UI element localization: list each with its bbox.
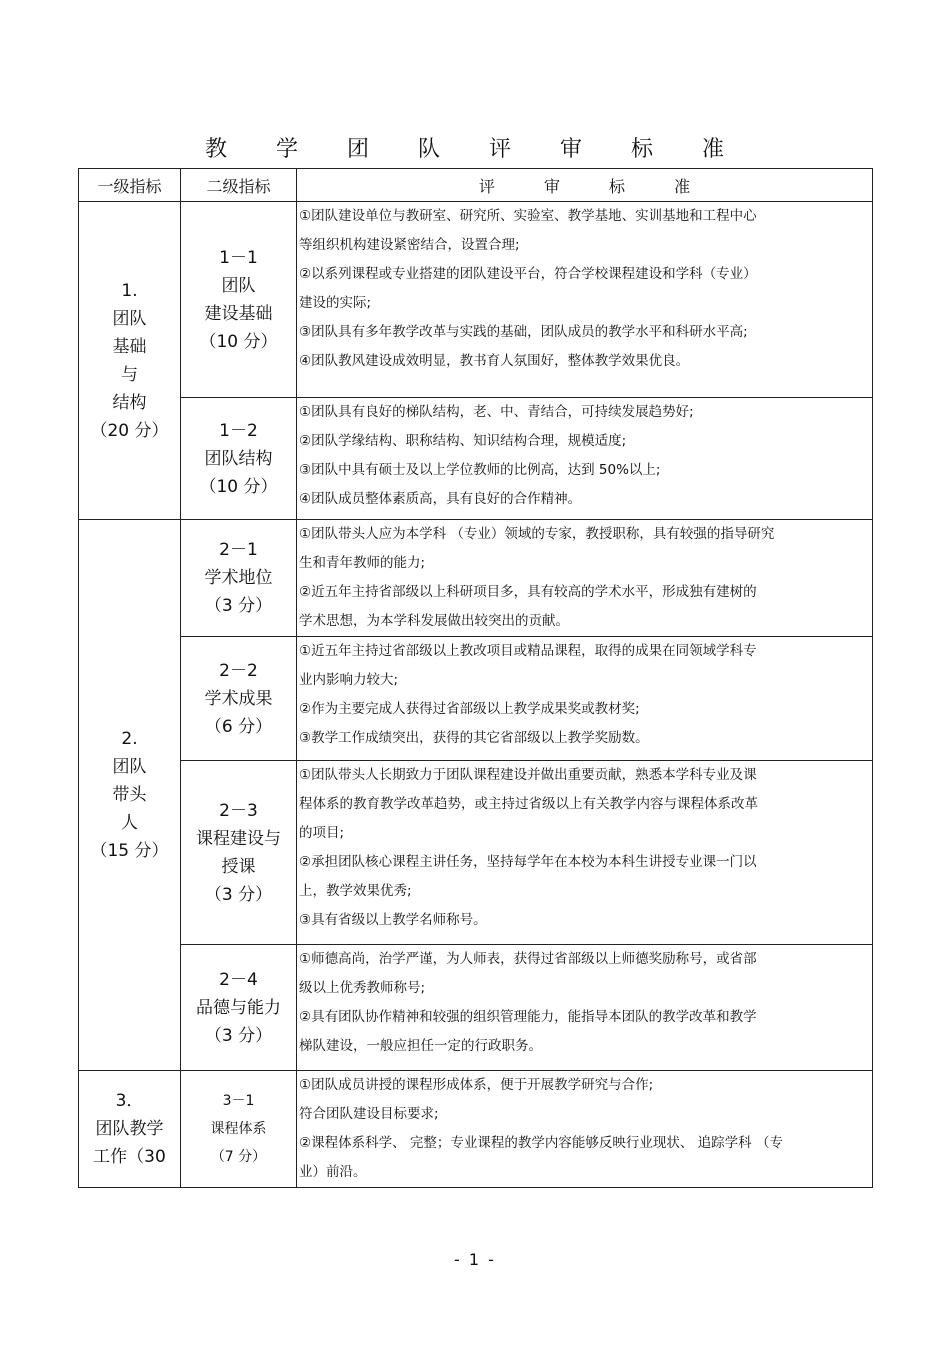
level1-line: 1.: [121, 280, 138, 301]
level2-line: 1－2: [219, 420, 258, 441]
criteria-line: ①团队建设单位与教研室、研究所、实验室、教学基地、实训基地和工程中心: [299, 208, 757, 224]
criteria-line: ②具有团队协作精神和较强的组织管理能力，能指导本团队的教学改革和教学: [299, 1009, 757, 1025]
level2-line: 学术成果: [204, 688, 273, 709]
level2-line: 2－2: [219, 660, 258, 681]
level2-line: （6 分）: [204, 716, 273, 737]
criteria-line: ①近五年主持过省部级以上教改项目或精品课程，取得的成果在同领域学科专: [299, 643, 757, 659]
evaluation-table: [78, 168, 873, 1188]
table-row: [79, 398, 873, 520]
level2-line: 品德与能力: [196, 997, 281, 1018]
criteria-line: 梯队建设，一般应担任一定的行政职务。: [299, 1038, 542, 1054]
table-row: [79, 637, 873, 761]
header-level2: 二级指标: [181, 169, 297, 202]
criteria-line: ②近五年主持省部级以上科研项目多，具有较高的学术水平，形成独有建树的: [299, 584, 757, 600]
level2-line: 课程建设与: [196, 828, 281, 849]
level1-line: 3．: [115, 1091, 144, 1111]
criteria-line: 级以上优秀教师称号;: [299, 980, 426, 996]
level2-line: 2－1: [219, 540, 258, 560]
level1-indicator: [79, 1071, 181, 1188]
level2-line: 2－3: [219, 800, 258, 821]
level2-indicator: [181, 398, 297, 520]
criteria-line: ②作为主要完成人获得过省部级以上教学成果奖或教材奖;: [299, 701, 640, 717]
criteria-line: ②课程体系科学、 完整；专业课程的教学内容能够反映行业现状、 追踪学科 （专: [299, 1135, 783, 1151]
level1-line: 人: [121, 813, 138, 833]
level1-line: 带头: [112, 785, 147, 805]
level2-line: （3 分）: [204, 884, 273, 905]
criteria-line: ②以系列课程或专业搭建的团队建设平台，符合学校课程建设和学科（专业）: [299, 266, 757, 282]
level2-indicator: [181, 945, 297, 1071]
level1-line: 基础: [112, 336, 147, 357]
level2-indicator: [181, 202, 297, 398]
level2-line: （7 分）: [210, 1149, 267, 1165]
criteria-cell: [297, 202, 873, 398]
criteria-line: ①团队带头人应为本学科 （专业）领域的专家，教授职称，具有较强的指导研究: [299, 526, 775, 542]
level1-line: 结构: [112, 392, 147, 413]
level1-line: 2.: [121, 729, 138, 749]
table-row: [79, 761, 873, 945]
level2-line: （10 分）: [199, 476, 278, 497]
header-criteria: 评 审 标 准: [297, 169, 873, 202]
level2-line: 授课: [221, 856, 256, 877]
table-row: [79, 945, 873, 1071]
level1-indicator: [79, 520, 181, 1071]
criteria-line: ③具有省级以上教学名师称号。: [299, 912, 487, 928]
level2-line: 2－4: [219, 969, 258, 990]
level2-indicator: [181, 1071, 297, 1188]
table-row: [79, 1071, 873, 1188]
criteria-line: ③教学工作成绩突出，获得的其它省部级以上教学奖励数。: [299, 730, 649, 746]
table-header-row: [79, 169, 873, 202]
criteria-cell: [297, 1071, 873, 1188]
criteria-line: ①师德高尚，治学严谨，为人师表，获得过省部级以上师德奖励称号，或省部: [299, 951, 757, 967]
criteria-cell: [297, 398, 873, 520]
level2-line: 3－1: [222, 1093, 255, 1109]
criteria-line: 等组织机构建设紧密结合，设置合理;: [299, 237, 520, 253]
header-level1: 一级指标: [79, 169, 181, 202]
criteria-cell: [297, 945, 873, 1071]
level2-line: （3 分）: [204, 596, 273, 616]
criteria-line: ④团队成员整体素质高，具有良好的合作精神。: [299, 491, 582, 507]
criteria-line: 业内影响力较大;: [299, 672, 399, 688]
level2-indicator: [181, 637, 297, 761]
table-row: [79, 520, 873, 637]
criteria-line: ①团队具有良好的梯队结构，老、中、青结合，可持续发展趋势好;: [299, 404, 694, 420]
criteria-cell: [297, 761, 873, 945]
level1-line: 团队: [112, 757, 147, 777]
criteria-line: ③团队具有多年教学改革与实践的基础，团队成员的教学水平和科研水平高;: [299, 324, 748, 340]
criteria-line: 程体系的教育教学改革趋势，或主持过省级以上有关教学内容与课程体系改革: [299, 796, 758, 812]
table-row: [79, 202, 873, 398]
level2-line: （3 分）: [204, 1025, 273, 1046]
level1-indicator: [79, 202, 181, 520]
level1-line: （15 分）: [90, 841, 169, 861]
criteria-line: 业）前沿。: [299, 1164, 367, 1180]
criteria-line: 上，教学效果优秀;: [299, 883, 412, 899]
criteria-cell: [297, 520, 873, 637]
criteria-line: 生和青年教师的能力;: [299, 555, 426, 571]
level1-line: 团队教学: [95, 1119, 164, 1139]
level2-line: 课程体系: [210, 1121, 267, 1137]
criteria-line: ④团队教风建设成效明显，教书育人氛围好，整体教学效果优良。: [299, 353, 690, 369]
page-number: - 1 -: [454, 1250, 496, 1269]
level2-indicator: [181, 520, 297, 637]
level2-line: 团队: [221, 275, 256, 296]
criteria-line: ②承担团队核心课程主讲任务，坚持每学年在本校为本科生讲授专业课一门以: [299, 854, 757, 870]
level2-line: （10 分）: [199, 331, 278, 352]
page-title: 教 学 团 队 评 审 标 准: [205, 137, 745, 162]
level2-indicator: [181, 761, 297, 945]
criteria-line: 符合团队建设目标要求;: [299, 1106, 439, 1122]
level2-line: 建设基础: [204, 303, 273, 324]
criteria-line: 学术思想，为本学科发展做出较突出的贡献。: [299, 613, 569, 629]
level1-line: （20 分）: [90, 420, 169, 441]
criteria-line: ①团队带头人长期致力于团队课程建设并做出重要贡献，熟悉本学科专业及课: [299, 767, 757, 783]
level1-line: 工作（30: [93, 1147, 166, 1167]
level2-line: 1－1: [219, 247, 258, 268]
criteria-line: 的项目;: [299, 825, 345, 841]
level1-line: 与: [121, 364, 138, 385]
criteria-line: 建设的实际;: [299, 295, 372, 311]
criteria-line: ①团队成员讲授的课程形成体系，便于开展教学研究与合作;: [299, 1077, 654, 1093]
criteria-cell: [297, 637, 873, 761]
level2-line: 学术地位: [204, 568, 273, 588]
level1-line: 团队: [112, 308, 147, 329]
level2-line: 团队结构: [204, 448, 273, 469]
criteria-line: ③团队中具有硕士及以上学位教师的比例高，达到 50%以上;: [299, 462, 661, 478]
criteria-line: ②团队学缘结构、职称结构、知识结构合理，规模适度;: [299, 433, 627, 449]
